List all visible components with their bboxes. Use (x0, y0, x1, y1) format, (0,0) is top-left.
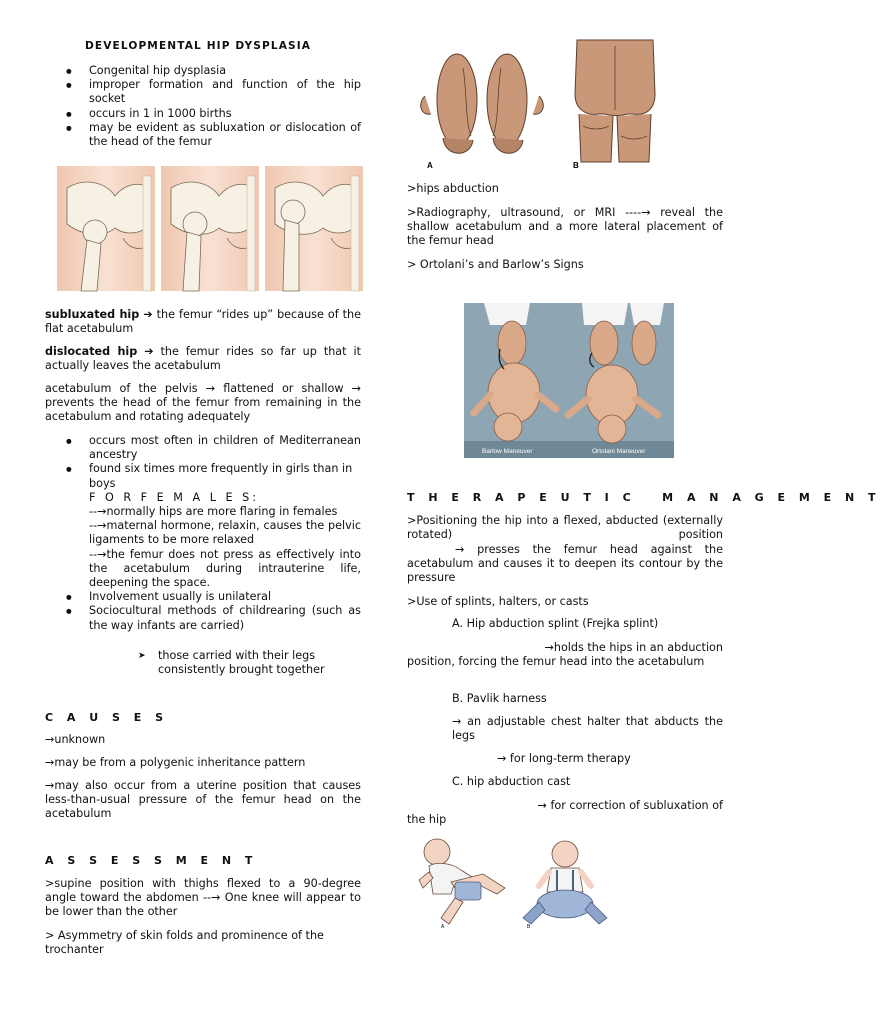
risk-bullet-list (45, 434, 361, 633)
list-item: ● improper formation and function of the hip socket (45, 78, 361, 106)
assessment-item: >supine position with thighs flexed to a 90-degree angle toward the abdomen --→ One knee will appear to be lower than the other (45, 877, 361, 919)
cast-text: the hip (407, 813, 447, 826)
pavlik-label: B. Pavlik harness (452, 692, 547, 705)
positioning-cont-text: → presses the femur head against the acetabulum and causes it to deepen its contour by the pressure (407, 543, 723, 585)
subluxated-hip-text: the femur “rides up” because of the flat acetabulum (45, 308, 361, 336)
splint-a-lead: →holds the hips in an abduction (544, 641, 723, 654)
infant-legs-view-b (575, 40, 655, 162)
pavlik-text: → an adjustable chest halter that abducts the legs (452, 715, 723, 743)
positioning-text: >Positioning the hip into a flexed, abducted (externally rotated) position (407, 514, 723, 542)
assessment-heading: A S S E S S M E N T (45, 854, 258, 867)
ortolani-caption: Ortolani Maneuver (592, 448, 646, 455)
barlow-caption: Barlow Maneuver (482, 448, 533, 455)
list-item: ● Involvement usually is unilateral (45, 590, 361, 604)
female-reason-3: --→the femur does not press as effectively into the acetabulum during intrauterine life, deepening the space. (89, 547, 361, 590)
intro-bullet-list (45, 64, 361, 149)
cast-lead: → for correction of subluxation of (537, 799, 723, 812)
dislocated-hip-term: dislocated hip (45, 345, 138, 358)
girls-frequency-text: found six times more frequently in girls than in boys (89, 462, 353, 490)
barlow-ortolani-illustration (464, 303, 674, 458)
figure-label-b: B (573, 161, 579, 170)
device-label-a: A (441, 924, 445, 930)
infant-with-harness (523, 841, 607, 924)
thigh-fold-illustration (415, 40, 665, 172)
list-item: ● occurs in 1 in 1000 births (45, 107, 361, 121)
list-item: ● Congenital hip dysplasia (45, 64, 361, 78)
page-title: DEVELOPMENTAL HIP DYSPLASIA (85, 40, 312, 52)
list-item (45, 462, 361, 590)
arrow-icon: ➔ (143, 308, 153, 321)
females-label: F O R F E M A L E S: (89, 490, 260, 504)
device-label-b: B (527, 924, 531, 930)
hips-abduction-text: >hips abduction (407, 182, 499, 195)
list-item: ● Sociocultural methods of childrearing (such as the way infants are carried) (45, 604, 361, 632)
cause-item: →unknown (45, 733, 106, 746)
figure-label-a: A (427, 161, 433, 170)
positioning-cont-line (407, 543, 723, 586)
dislocated-hip-paragraph (45, 345, 361, 373)
imaging-text: >Radiography, ultrasound, or MRI ----→ reveal the shallow acetabulum and a more lateral placement of the femur head (407, 206, 723, 248)
therapeutic-heading: T H E R A P E U T I C M A N A G E M E N T (407, 491, 881, 504)
pavlik-text-2: → for long-term therapy (497, 752, 631, 765)
pelvis-hip-illustration (57, 166, 363, 291)
cast-label: C. hip abduction cast (452, 775, 571, 788)
splint-a-label: A. Hip abduction splint (Frejka splint) (452, 617, 659, 630)
list-item: ● occurs most often in children of Mediterranean ancestry (45, 434, 361, 462)
arrow-icon: ➔ (144, 345, 154, 358)
signs-text: > Ortolani’s and Barlow’s Signs (407, 258, 584, 271)
acetabulum-paragraph: acetabulum of the pelvis → flattened or shallow → prevents the head of the femur from remaining in the acetabulum and rotating adequately (45, 382, 361, 424)
abduction-device-illustration (415, 832, 630, 932)
causes-heading: C A U S E S (45, 711, 169, 724)
splint-a-text: position, forcing the femur head into the acetabulum (407, 655, 705, 668)
splints-text: >Use of splints, halters, or casts (407, 595, 589, 608)
dislocated-hip-text: the femur rides so far up that it actually leaves the acetabulum (45, 345, 361, 373)
female-reason-1: --→normally hips are more flaring in females (89, 505, 338, 519)
female-reason-2: --→maternal hormone, relaxin, causes the pelvic ligaments to be more relaxed (89, 519, 361, 547)
cause-item: →may be from a polygenic inheritance pattern (45, 756, 306, 769)
subluxated-hip-term: subluxated hip (45, 308, 140, 321)
subluxated-hip-paragraph (45, 308, 361, 336)
list-item: ● may be evident as subluxation or dislocation of the head of the femur (45, 121, 361, 149)
infant-with-splint (419, 839, 505, 924)
infant-legs-view-a (421, 54, 544, 153)
carrying-sub-bullet: ➤ those carried with their legs consistently brought together (45, 649, 361, 677)
assessment-item: > Asymmetry of skin folds and prominence of the trochanter (45, 929, 324, 957)
cause-item: →may also occur from a uterine position that causes less-than-usual pressure of the femur head on the acetabulum (45, 779, 361, 821)
